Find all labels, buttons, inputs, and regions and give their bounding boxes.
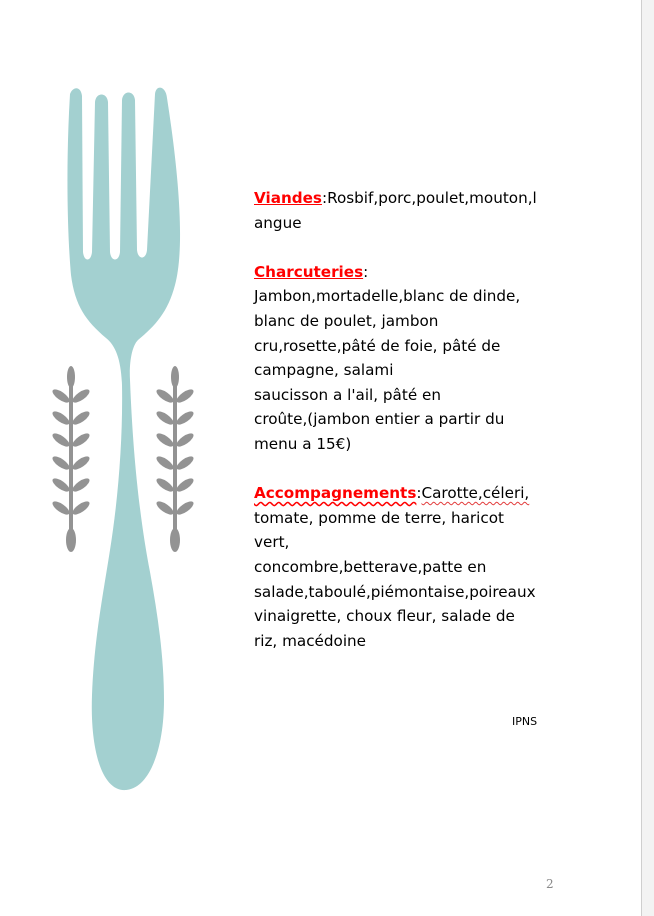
section-line <box>254 260 554 285</box>
section-line <box>254 186 554 211</box>
page-number: 2 <box>546 877 554 891</box>
section-line: vert, <box>254 533 290 552</box>
section-line: salade,taboulé,piémontaise,poireaux <box>254 582 536 601</box>
section-accompagnements <box>254 481 554 653</box>
section-line <box>254 481 554 506</box>
section-viandes <box>254 186 554 235</box>
sprig-icon-right <box>155 366 196 552</box>
section-line: angue <box>254 213 302 232</box>
section-separator: : <box>321 189 328 207</box>
section-line: vinaigrette, choux fleur, salade de <box>254 607 515 626</box>
section-text: Carotte,céleri, <box>421 484 530 503</box>
sprig-icon-left <box>51 366 92 552</box>
section-line: croûte,(jambon entier a partir du <box>254 410 505 429</box>
section-line: cru,rosette,pâté de foie, pâté de <box>254 336 501 355</box>
section-text: Rosbif,porc,poulet,mouton,l <box>327 189 537 207</box>
section-line: menu a 15€) <box>254 434 352 453</box>
section-line: concombre,betterave,patte en <box>254 557 487 576</box>
section-separator: : <box>363 262 369 281</box>
section-line: blanc de poulet, jambon <box>254 311 439 330</box>
ipns-label: IPNS <box>512 715 538 728</box>
menu-text <box>254 186 554 678</box>
page-edge-shade <box>642 0 654 916</box>
section-line: campagne, salami <box>254 361 394 380</box>
section-title: Viandes <box>254 189 322 207</box>
section-separator: : <box>416 484 422 503</box>
section-title: Accompagnements <box>254 484 417 503</box>
section-line: riz, macédoine <box>254 631 367 650</box>
section-line: Jambon,mortadelle,blanc de dinde, <box>254 287 521 306</box>
section-line: saucisson a l'ail, pâté en <box>254 385 441 404</box>
fork-illustration <box>40 80 210 800</box>
section-title: Charcuteries <box>254 262 364 281</box>
section-line: tomate, pomme de terre, haricot <box>254 508 504 527</box>
section-charcuteries <box>254 260 554 457</box>
